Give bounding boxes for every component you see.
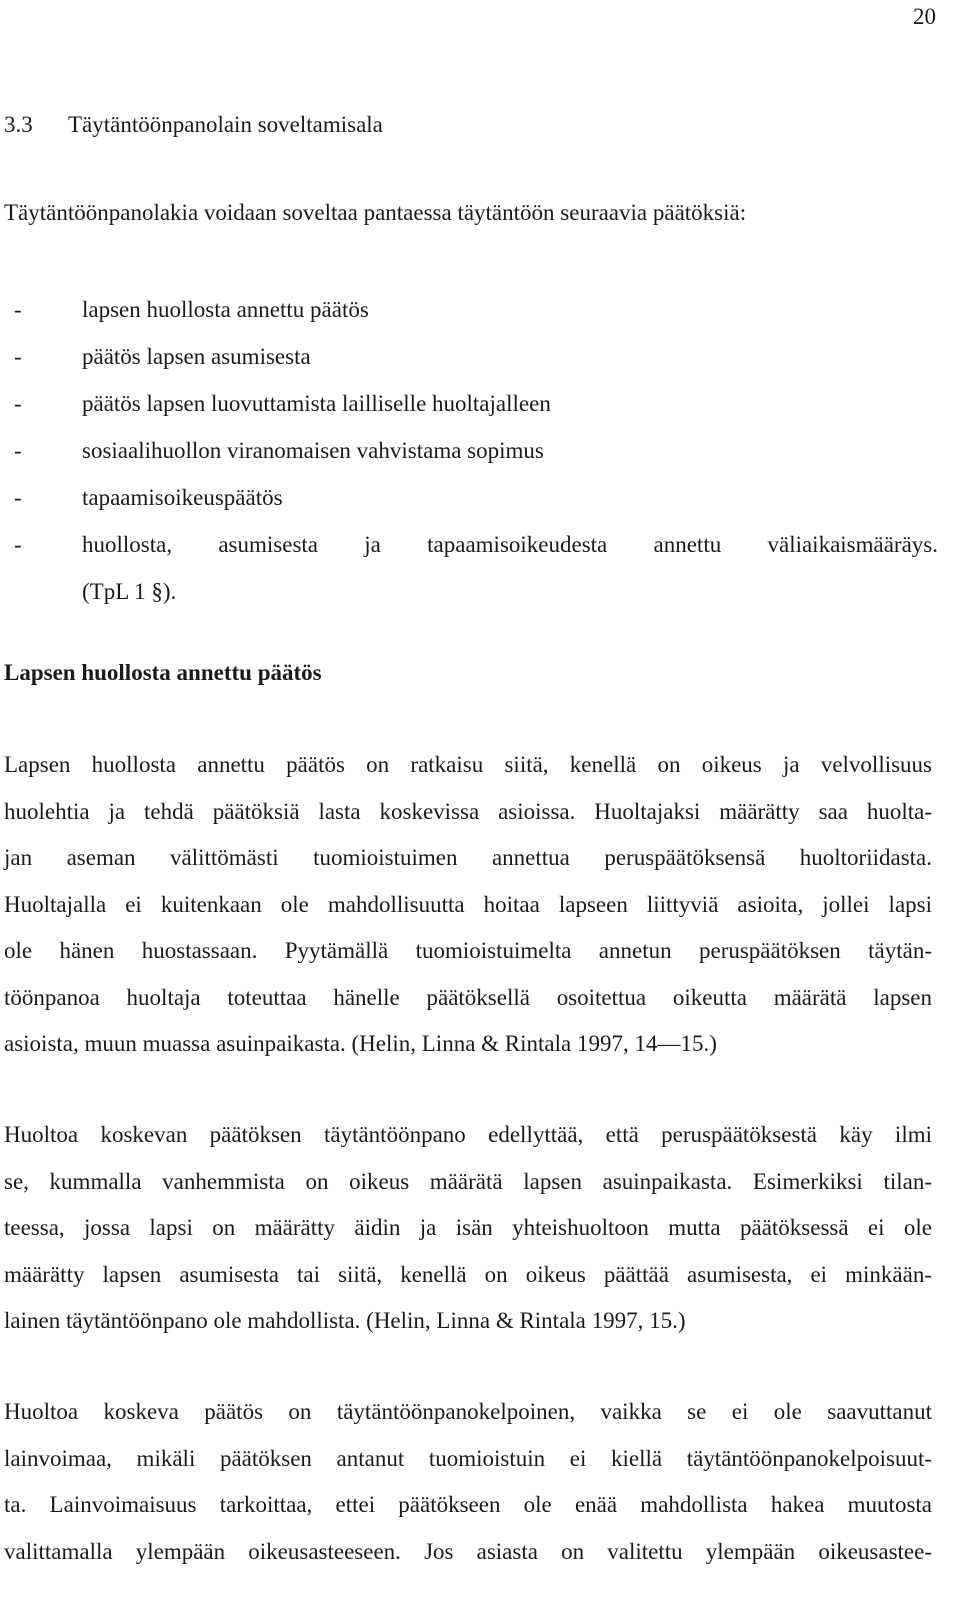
list-dash: - [14,438,22,463]
paragraph-line: lainen täytäntöönpano ole mahdollista. (Helin, Linna & Rintala 1997, 15.) [4,1308,686,1333]
list-item [4,333,938,380]
paragraph-line: valittamalla ylempään oikeusasteeseen. Jos asiasta on valitettu ylempään oikeusastee- [4,1538,932,1564]
list-dash: - [14,532,22,557]
paragraph-1 [4,742,932,1068]
paragraph-line: lainvoimaa, mikäli päätöksen antanut tuomioistuin ei kiellä täytäntöönpanokelpoisuut- [4,1445,932,1471]
paragraph-line: Lapsen huollosta annettu päätös on ratkaisu siitä, kenellä on oikeus ja velvollisuus [4,752,932,777]
paragraph-3 [4,1389,932,1575]
list-item-text: päätös lapsen luovuttamista lailliselle huoltajalleen [82,391,551,416]
list-item-text: huollosta, asumisesta ja tapaamisoikeudesta annettu väliaikaismääräys. [82,532,938,557]
paragraph-line: huolehtia ja tehdä päätöksiä lasta koskevissa asioissa. Huoltajaksi määrätty saa huolta- [4,798,932,824]
paragraph-line: töönpanoa huoltaja toteuttaa hänelle päätöksellä osoitettua oikeutta määrätä lapsen [4,984,932,1010]
list-dash: - [14,485,22,510]
list-item [4,474,938,521]
paragraph-line: asioista, muun muassa asuinpaikasta. (Helin, Linna & Rintala 1997, 14—15.) [4,1031,717,1056]
paragraph-line: teessa, jossa lapsi on määrätty äidin ja isän yhteishuoltoon mutta päätöksessä ei ole [4,1215,932,1240]
section-heading [4,112,383,138]
section-title: Täytäntöönpanolain soveltamisala [68,112,383,137]
list-item [4,380,938,427]
paragraph-line: jan aseman välittömästi tuomioistuimen annettua peruspäätöksensä huoltoriidasta. [4,845,932,870]
list-dash: - [14,344,22,369]
list-item-text: päätös lapsen asumisesta [82,344,311,369]
list-dash: - [14,391,22,416]
list-continuation: (TpL 1 §). [82,579,177,604]
paragraph-line: ole hänen huostassaan. Pyytämällä tuomioistuimelta annetun peruspäätöksen täytän- [4,938,932,963]
paragraph-line: ta. Lainvoimaisuus tarkoittaa, ettei päätökseen ole enää mahdollista hakea muutosta [4,1492,932,1517]
paragraph-line: Huoltajalla ei kuitenkaan ole mahdollisuutta hoitaa lapseen liittyviä asioita, jollei lapsi [4,891,932,917]
list-dash: - [14,297,22,322]
list-item [4,521,938,568]
paragraph-2 [4,1112,932,1345]
paragraph-line: määrätty lapsen asumisesta tai siitä, kenellä on oikeus päättää asumisesta, ei minkään- [4,1261,932,1287]
list-item [4,286,938,333]
subheading: Lapsen huollosta annettu päätös [4,660,322,685]
paragraph-line: Huoltoa koskevan päätöksen täytäntöönpano edellyttää, että peruspäätöksestä käy ilmi [4,1122,932,1147]
list-item-text: sosiaalihuollon viranomaisen vahvistama sopimus [82,438,544,463]
decision-list [4,286,938,615]
intro-text: Täytäntöönpanolakia voidaan soveltaa pantaessa täytäntöön seuraavia päätöksiä: [4,200,747,225]
section-number: 3.3 [4,112,33,137]
page-number: 20 [913,4,936,29]
paragraph-line: se, kummalla vanhemmista on oikeus määrätä lapsen asuinpaikasta. Esimerkiksi tilan- [4,1168,932,1194]
list-item [4,427,938,474]
list-item-text: lapsen huollosta annettu päätös [82,297,369,322]
paragraph-line: Huoltoa koskeva päätös on täytäntöönpanokelpoinen, vaikka se ei ole saavuttanut [4,1399,932,1424]
list-item-text: tapaamisoikeuspäätös [82,485,283,510]
